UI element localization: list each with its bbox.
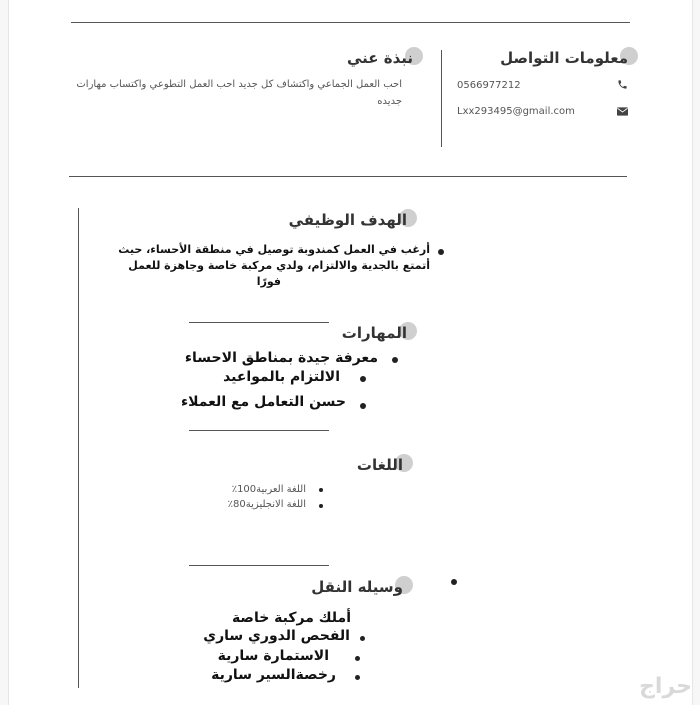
language-bullet xyxy=(319,504,323,508)
skills-bottom-divider xyxy=(189,430,329,431)
resume-page xyxy=(8,0,693,705)
transport-item: الاستمارة سارية xyxy=(217,648,329,664)
skill-item: الالتزام بالمواعيد xyxy=(223,369,340,385)
objective-heading: الهدف الوظيفي xyxy=(289,211,407,229)
language-item: اللغة العربية100٪ xyxy=(231,484,306,495)
header-separator xyxy=(441,50,442,147)
phone-icon xyxy=(617,79,628,93)
transport-item: رخصةالسير سارية xyxy=(211,667,336,683)
skills-top-divider xyxy=(189,322,329,323)
top-divider xyxy=(71,22,630,23)
transport-bullet xyxy=(355,656,360,661)
about-text-line-2: جديده xyxy=(377,96,402,107)
transport-top-divider xyxy=(189,565,329,566)
contact-heading: معلومات التواصل xyxy=(500,49,628,67)
transport-bullet xyxy=(355,675,360,680)
skill-bullet xyxy=(360,403,366,409)
envelope-icon xyxy=(617,106,628,119)
transport-heading: وسيله النقل xyxy=(311,578,403,596)
watermark-logo: حراج xyxy=(639,674,692,699)
skill-bullet xyxy=(392,357,398,363)
timeline-line xyxy=(78,208,79,688)
skill-bullet xyxy=(360,376,366,382)
language-bullet xyxy=(319,488,323,492)
objective-line-3: فورًا xyxy=(256,275,281,288)
objective-bullet xyxy=(438,249,444,255)
languages-heading: اللغات xyxy=(357,456,403,474)
transport-heading-bullet xyxy=(451,579,457,585)
phone-number: 0566977212 xyxy=(457,80,521,91)
header-bottom-divider xyxy=(69,176,627,177)
skills-heading: المهارات xyxy=(342,324,407,342)
transport-bullet xyxy=(360,636,365,641)
objective-line-2: أتمتع بالجدية والالتزام، ولدي مركبة خاصة وجاهزة للعمل xyxy=(128,259,430,272)
transport-item: الفحص الدوري ساري xyxy=(203,628,350,644)
language-item: اللغة الانجليزية80٪ xyxy=(227,499,306,510)
transport-item: أملك مركبة خاصة xyxy=(231,610,351,626)
about-text-line-1: احب العمل الجماعي واكتشاف كل جديد احب العمل التطوعي واكتساب مهارات xyxy=(76,79,402,90)
skill-item: حسن التعامل مع العملاء xyxy=(180,394,346,410)
email-address: Lxx293495@gmail.com xyxy=(457,106,575,117)
objective-line-1: أرغب في العمل كمندوبة توصيل في منطقة الأحساء، حيث xyxy=(118,243,430,256)
about-heading: نبذة عني xyxy=(347,49,413,67)
skill-item: معرفة جيدة بمناطق الاحساء xyxy=(184,350,378,366)
